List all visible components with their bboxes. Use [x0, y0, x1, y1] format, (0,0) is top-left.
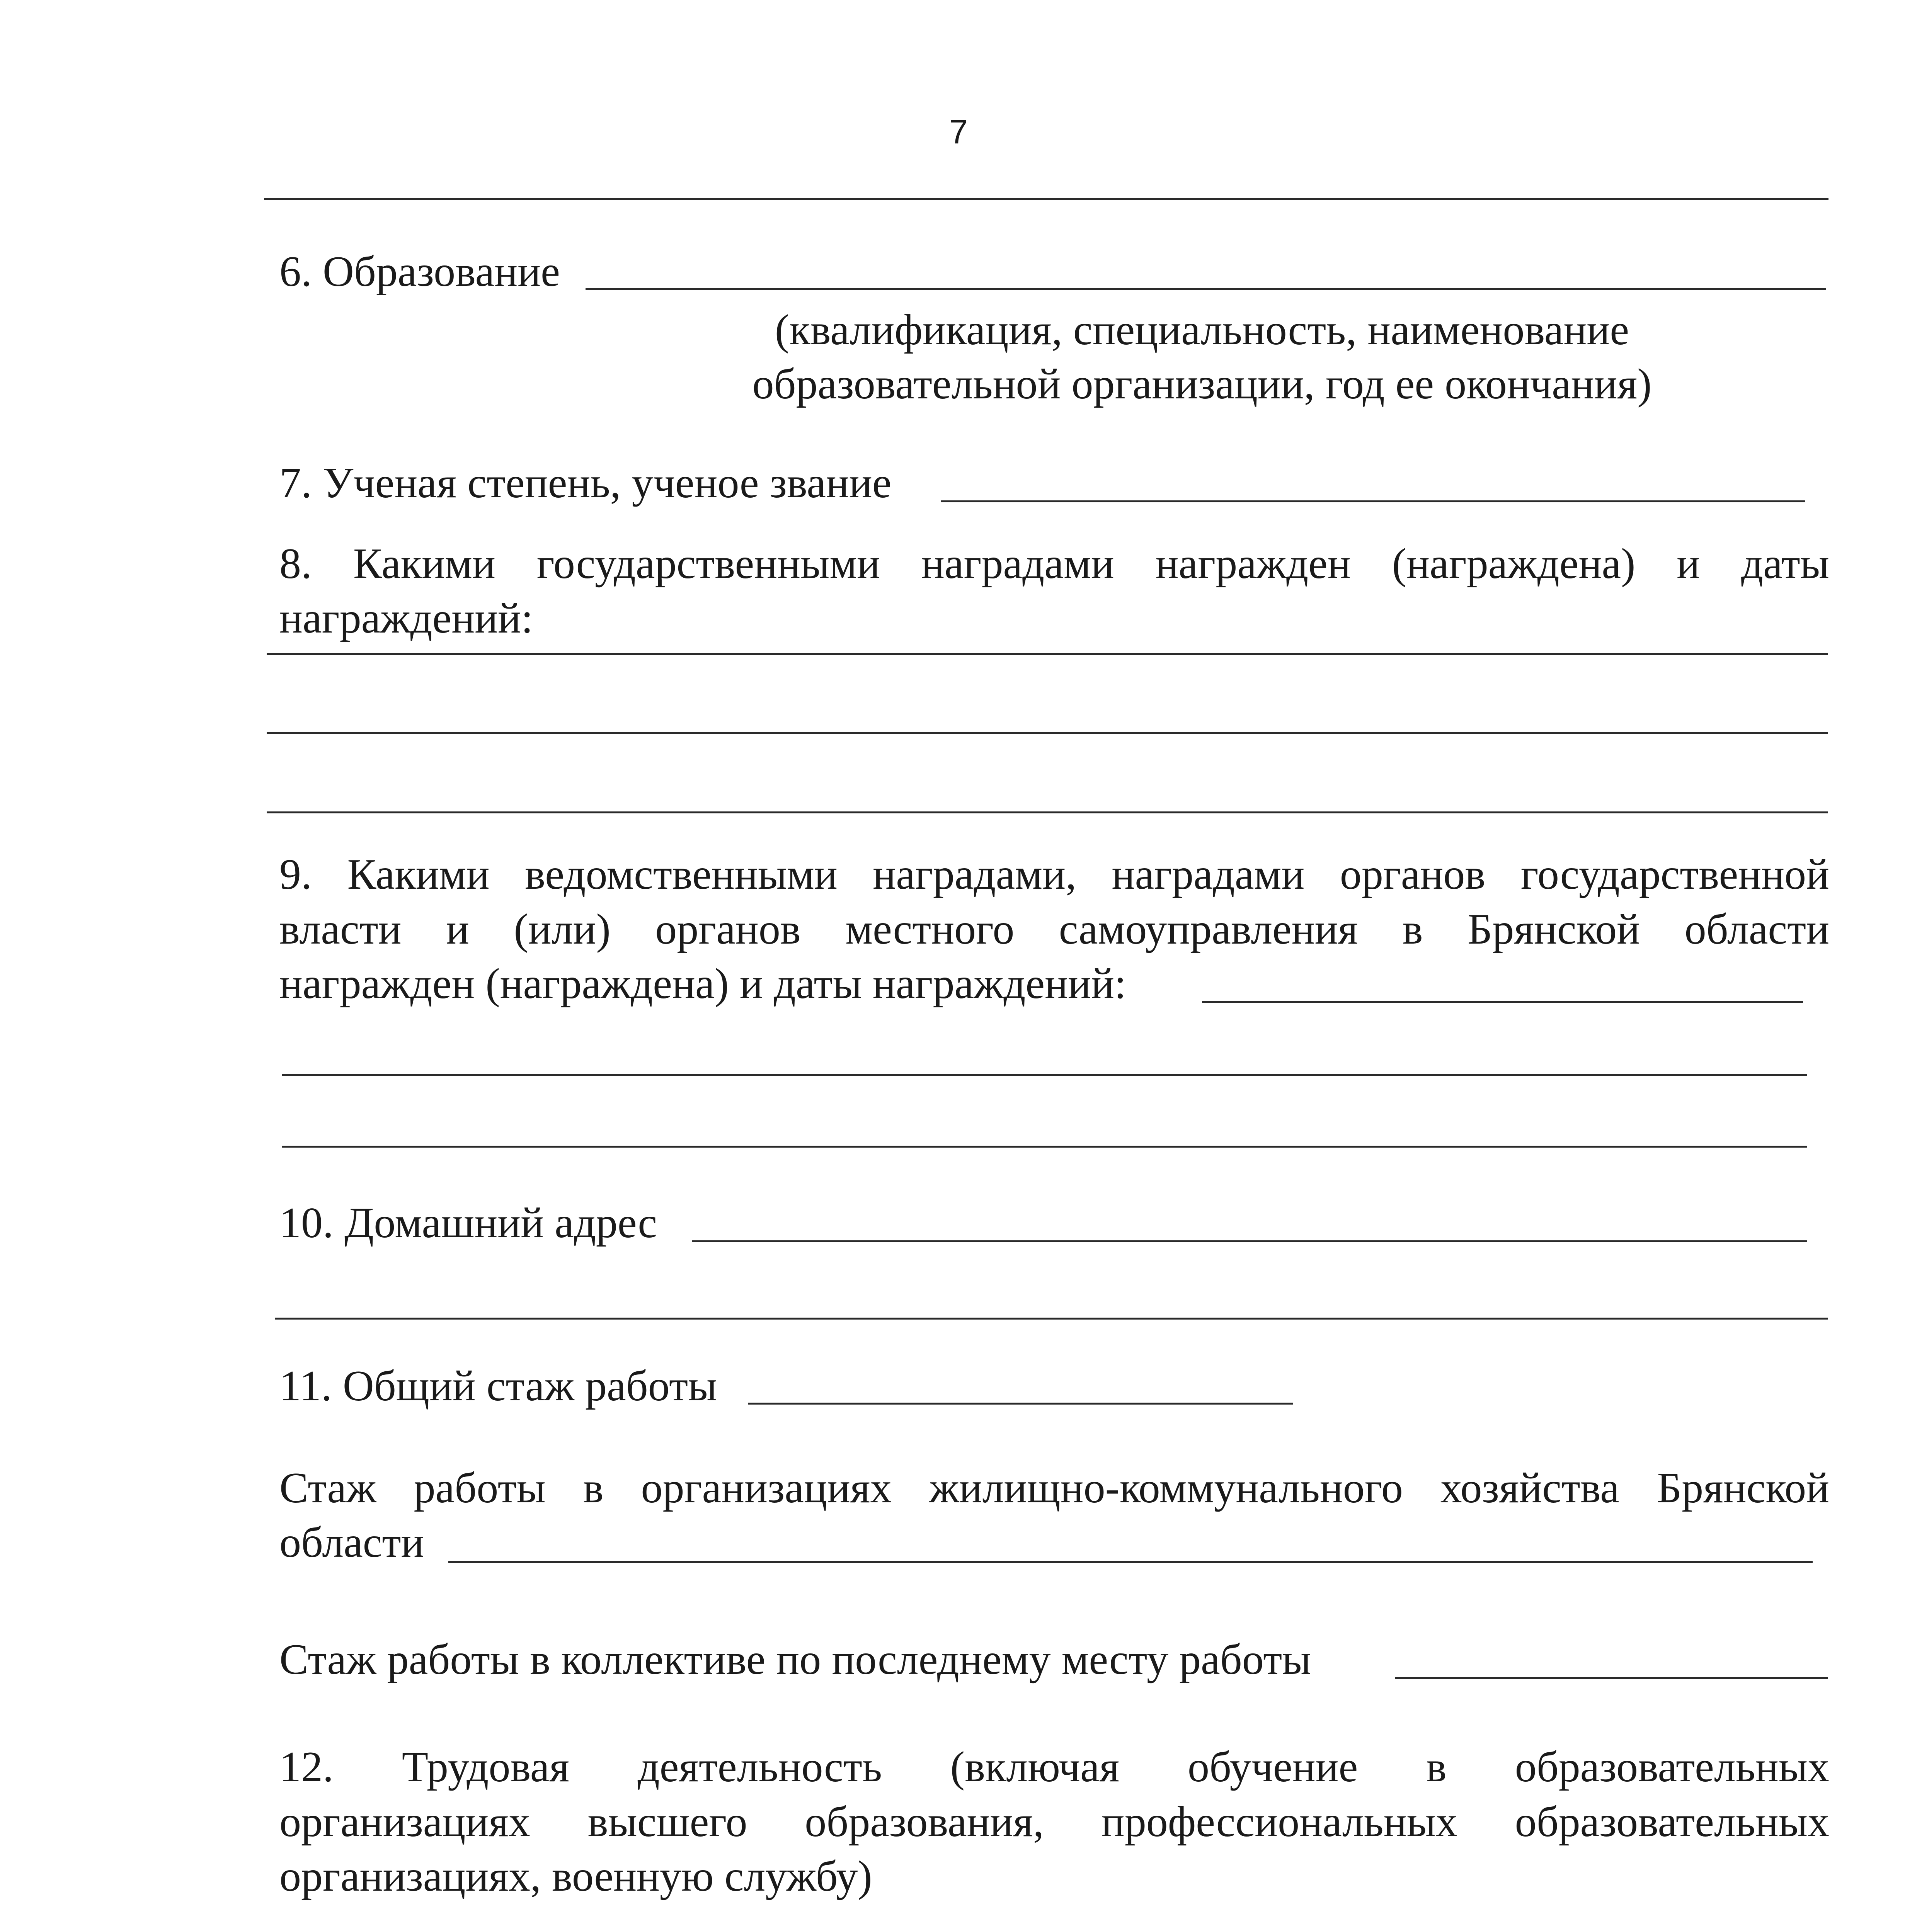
education-field[interactable] [586, 251, 1826, 290]
departmental-awards-field-1[interactable] [1202, 964, 1803, 1003]
departmental-awards-text [279, 847, 1829, 957]
team-experience-field[interactable] [1395, 1640, 1828, 1679]
departmental-awards-line2: власти и (или) органов местного самоуправления в Брянской области [279, 905, 1829, 953]
housing-experience-line1: Стаж работы в организациях жилищно-коммунального хозяйства Брянской [279, 1464, 1829, 1512]
address-field-2[interactable] [275, 1318, 1828, 1320]
state-awards-line2: награждений: [279, 594, 533, 642]
departmental-awards-line3: награжден (награждена) и даты награждений: [279, 960, 1127, 1008]
state-awards-field-1[interactable] [267, 653, 1828, 655]
departmental-awards-line1: 9. Какими ведомственными наградами, наградами органов государственной [279, 850, 1829, 898]
address-field-1[interactable] [692, 1204, 1807, 1242]
total-experience-field[interactable] [748, 1366, 1293, 1405]
education-label: 6. Образование [279, 248, 560, 296]
labor-activity-line3: организациях, военную службу) [279, 1852, 872, 1900]
labor-activity-line2: организациях высшего образования, профессиональных образовательных [279, 1798, 1829, 1846]
education-note-line2: образовательной организации, год ее окончания) [752, 360, 1652, 408]
total-experience-label: 11. Общий стаж работы [279, 1362, 717, 1410]
state-awards-field-3[interactable] [267, 811, 1828, 813]
housing-experience-field[interactable] [448, 1524, 1813, 1563]
team-experience-label: Стаж работы в коллективе по последнему месту работы [279, 1636, 1311, 1684]
housing-experience-text [279, 1461, 1829, 1515]
education-note-line1: (квалификация, специальность, наименование [775, 306, 1629, 354]
labor-activity-line1: 12. Трудовая деятельность (включая обучение в образовательных [279, 1743, 1829, 1791]
degree-field[interactable] [941, 464, 1805, 502]
page-number: 7 [949, 112, 968, 151]
state-awards-text [279, 536, 1829, 591]
state-awards-field-2[interactable] [267, 732, 1828, 734]
departmental-awards-field-3[interactable] [282, 1146, 1807, 1148]
header-rule [264, 198, 1828, 200]
state-awards-line1: 8. Какими государственными наградами награжден (награждена) и даты [279, 540, 1829, 588]
degree-label: 7. Ученая степень, ученое звание [279, 459, 892, 507]
labor-activity-text [279, 1740, 1829, 1849]
housing-experience-line2: области [279, 1519, 424, 1566]
departmental-awards-field-2[interactable] [282, 1074, 1807, 1076]
address-label: 10. Домашний адрес [279, 1199, 657, 1247]
